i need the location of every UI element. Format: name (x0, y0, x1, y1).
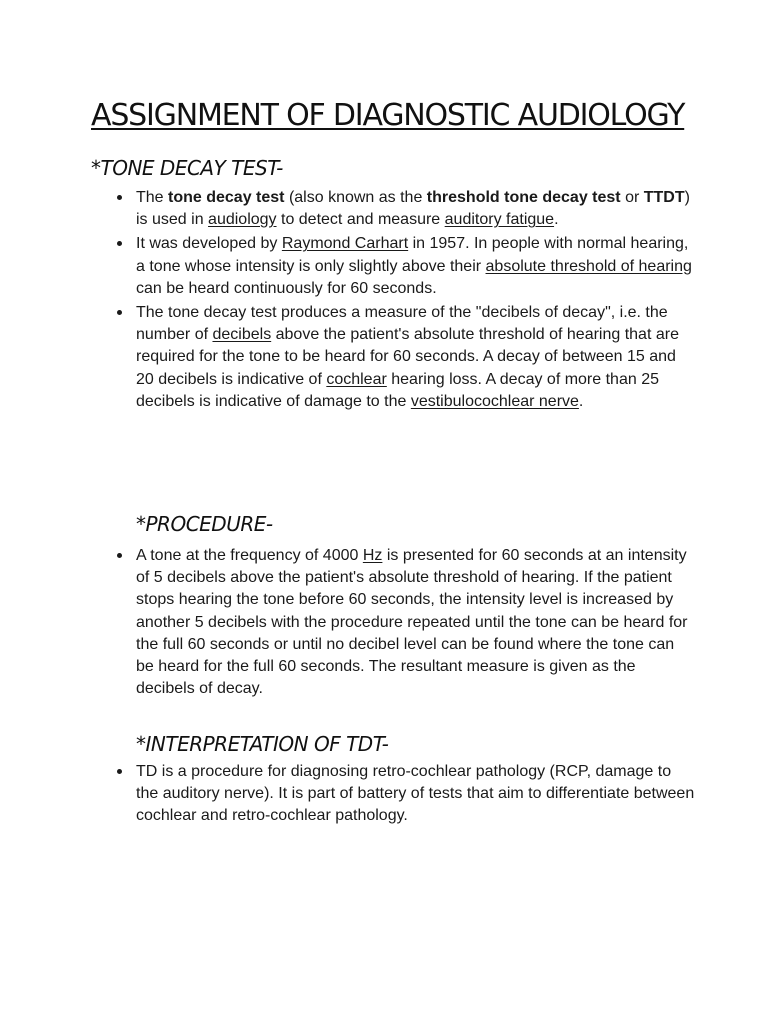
text-run: in 1957. In people with normal hearing, a tone whose intensity is only slightly above their (136, 235, 689, 275)
document-title: ASSIGNMENT OF DIAGNOSTIC AUDIOLOGY (91, 98, 685, 133)
text-run: The (136, 189, 169, 206)
text-run: The tone decay test produces a measure of the "decibels of decay", i.e. the number of (136, 304, 668, 344)
interpretation-bullet-list (136, 761, 696, 828)
bullet-icon (117, 241, 122, 246)
text-run: A tone at the frequency of 4000 (136, 547, 363, 564)
text-run: ) is used in (136, 189, 690, 229)
link-auditory-fatigue[interactable]: auditory fatigue (444, 211, 555, 229)
bullet-icon (117, 553, 122, 558)
list-item (136, 761, 696, 828)
text-run: (also known as the (284, 189, 427, 206)
text-run: is presented for 60 seconds at an intensity of 5 decibels above the patient's absolute threshold of hearing. If the patient stops hearing the tone before 60 seconds, the intensity level is increased by another 5 decibels with the procedure repeated until the tone can be heard for the full 60 seconds or until no decibel level can be found where the tone can be heard for the full 60 seconds. The resultant measure is given as the decibels of decay. (136, 547, 688, 698)
link-absolute-threshold-of-hearing[interactable]: absolute threshold of hearing (485, 257, 692, 275)
text-run: . (554, 211, 559, 229)
list-item (136, 233, 696, 300)
section-heading-procedure: *PROCEDURE- (136, 512, 273, 536)
text-run: can be heard continuously for 60 seconds. (136, 279, 437, 297)
text-run: above the patient's absolute threshold of hearing that are required for the tone to be heard for 60 seconds. A decay of between 15 and 20 decibels is indicative of (136, 326, 679, 388)
link-decibels[interactable]: decibels (212, 326, 272, 344)
section-heading-tone-decay-test: *TONE DECAY TEST- (91, 156, 283, 180)
bullet-icon (117, 310, 122, 315)
bullet-icon (117, 195, 122, 200)
link-cochlear[interactable]: cochlear (326, 370, 387, 388)
bold-term: tone decay test (168, 189, 285, 206)
link-hz[interactable]: Hz (362, 547, 383, 564)
text-run: or (620, 189, 644, 206)
link-vestibulocochlear-nerve[interactable]: vestibulocochlear nerve (410, 392, 579, 410)
text-run: hearing loss. A decay of more than 25 decibels is indicative of damage to the (136, 370, 659, 410)
text-run: . (578, 392, 584, 410)
section-heading-interpretation-of-tdt: *INTERPRETATION OF TDT- (136, 732, 389, 756)
tone-decay-bullet-list (136, 187, 696, 413)
procedure-bullet-list (136, 545, 696, 700)
text-run: to detect and measure (276, 211, 445, 229)
bold-term: TTDT (643, 189, 685, 206)
bullet-icon (117, 769, 122, 774)
link-raymond-carhart[interactable]: Raymond Carhart (281, 235, 409, 253)
list-item (136, 302, 696, 413)
link-audiology[interactable]: audiology (208, 211, 277, 229)
list-item (136, 187, 696, 231)
list-item (136, 545, 696, 700)
text-run: It was developed by (136, 235, 282, 253)
bold-term: threshold tone decay test (426, 189, 621, 206)
text-run: TD is a procedure for diagnosing retro-cochlear pathology (RCP, damage to the auditory nerve). It is part of battery of tests that aim to differentiate between cochlear and retro-cochlear pathology. (136, 763, 695, 825)
